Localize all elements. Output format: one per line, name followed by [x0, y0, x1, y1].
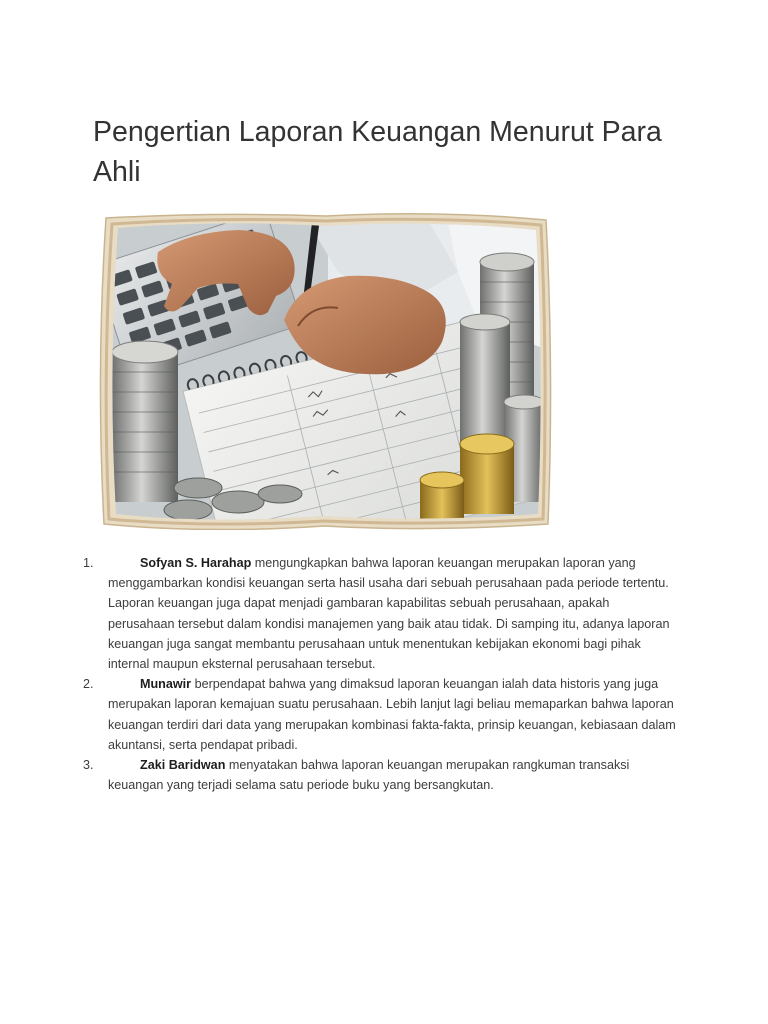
list-item [78, 553, 678, 674]
expert-definitions-list [78, 553, 678, 795]
calculator-coins-ledger-photo [98, 212, 552, 530]
expert-name: Sofyan S. Harahap [140, 556, 252, 570]
list-item [78, 674, 678, 755]
list-number: 1. [83, 556, 94, 570]
entry-text: menyatakan bahwa laporan keuangan merupakan rangkuman transaksi keuangan yang terjadi selama satu periode buku yang bersangkutan. [108, 758, 630, 793]
list-item [78, 755, 678, 795]
list-number: 2. [83, 677, 94, 692]
list-number: 3. [83, 758, 94, 773]
expert-name: Munawir [140, 677, 192, 692]
entry-text: berpendapat bahwa yang dimaksud laporan keuangan ialah data historis yang juga merupakan laporan kemajuan suatu perusahaan. Lebih lanjut lagi beliau memaparkan bahwa laporan keuangan terdiri dari data yang merupakan kombinasi fakta-fakta, prinsip keuangan, kebiasaan dalam akuntansi, serta pendapat pribadi. [108, 677, 676, 752]
entry-text: mengungkapkan bahwa laporan keuangan merupakan laporan yang menggambarkan kondisi keuangan serta hasil usaha dari sebuah perusahaan pada periode tertentu. Laporan keuangan juga dapat menjadi gambaran kapabilitas sebuah perusahaan, apakah perusahaan tersebut dalam kondisi manajemen yang baik atau tidak. Di samping itu, adanya laporan keuangan juga sangat membantu perusahaan untuk menentukan kebijakan ekonomi bagi pihak internal maupun eksternal perusahaan tersebut. [108, 556, 670, 672]
page-title: Pengertian Laporan Keuangan Menurut Para Ahli [93, 116, 662, 188]
expert-name: Zaki Baridwan [140, 758, 226, 773]
